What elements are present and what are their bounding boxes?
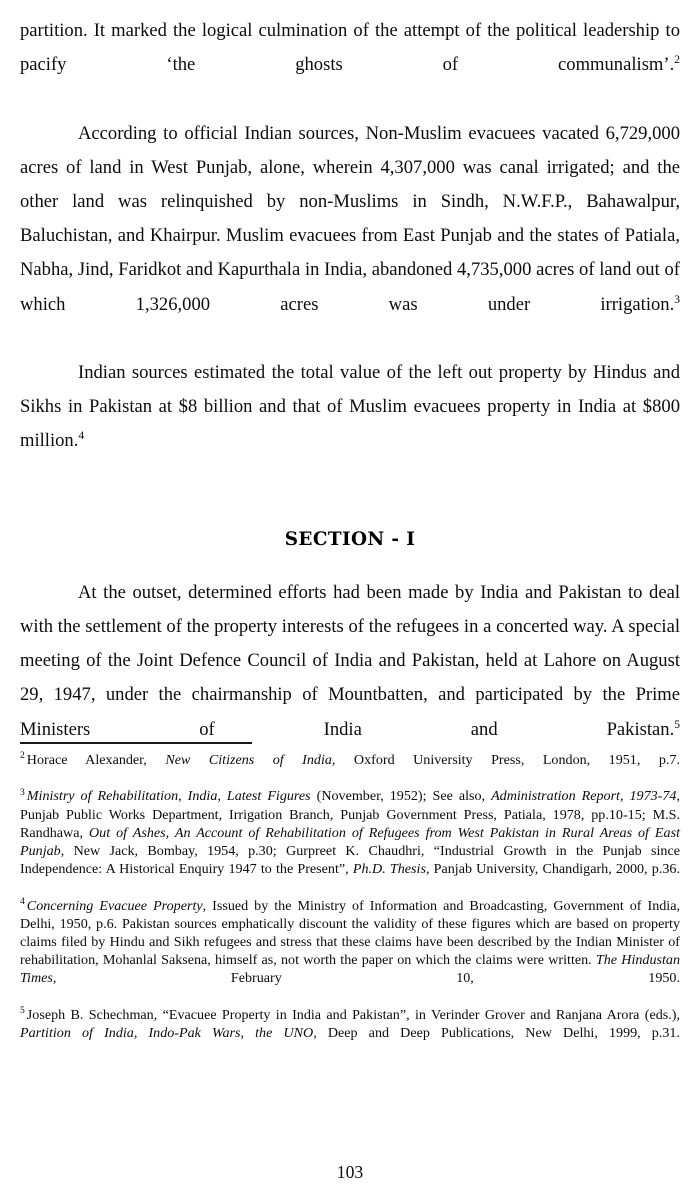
spacer-below-section-heading [20, 550, 680, 576]
page-number: 103 [336, 1162, 364, 1182]
italic-title: Administration Report, 1973-74 [491, 788, 677, 805]
text-run: , Issued by the Ministry of Information and Broadcasting, Government of India, Delhi, 1950, p.6. Pakistan sources emphatically discount the validity of these figures which are based on property claims filed by Hindu and Sikh refugees and stress that these claims have been described by the Indian Minister of rehabilitation, Mohanlal Saksena, himself as, not worth the paper on which the claims were written. [20, 897, 680, 969]
body-paragraph [20, 356, 680, 493]
footnote-separator-rule [20, 742, 252, 744]
text-run: According to official Indian sources, Non-Muslim evacuees vacated 6,729,000 acres of land in West Punjab, alone, wherein 4,307,000 was canal irrigated; and the other land was relinquished by non-Muslims in Sindh, N.W.F.P., Bahawalpur, Baluchistan, and Khairpur. Muslim evacuees from East Punjab and the states of Patiala, Nabha, Jind, Faridkot and Kapurthala in India, abandoned 4,735,000 acres of land out of which 1,326,000 acres was under irrigation. [20, 122, 680, 315]
text-run: (November, 1952); See also, [310, 788, 492, 805]
footnote-5 [20, 1006, 680, 1061]
footnote-marker-3: 3 [20, 786, 25, 798]
italic-title: The Hindustan Times [20, 952, 680, 987]
footnote-reference-4[interactable]: 4 [78, 430, 85, 443]
body-paragraph [20, 14, 680, 117]
text-run: , February 10, 1950. [52, 970, 680, 987]
text-run: , Oxford University Press, London, 1951, p.7. [331, 752, 680, 768]
footnote-reference-5[interactable]: 5 [674, 718, 680, 731]
spacer-above-section-heading [20, 493, 680, 529]
text-run: At the outset, determined efforts had been made by India and Pakistan to deal with the settlement of the property interests of the refugees in a concerted way. A special meeting of the Joint Defence Council of India and Pakistan, held at Lahore on August 29, 1947, under the chairmanship of Mountbatten, and participated by the Prime Ministers of India and Pakistan. [20, 581, 680, 740]
body-paragraphs-top [20, 14, 680, 493]
body-paragraph [20, 117, 680, 356]
text-run: , Panjab University, Chandigarh, 2000, p.36. [425, 861, 680, 878]
text-run: partition. It marked the logical culmination of the attempt of the political leadership to pacify ‘the ghosts of communalism’. [20, 20, 680, 76]
italic-title: Ph.D. Thesis [352, 861, 426, 878]
footnote-list [20, 751, 680, 1060]
text-run: Horace Alexander, [26, 752, 166, 768]
text-run: , Punjab Public Works Department, Irrigation Branch, Punjab Government Press, Patiala, 1978, pp.10-15; M.S. Randhawa, [20, 788, 680, 841]
body-text-block [20, 14, 680, 781]
footnote-reference-2[interactable]: 2 [674, 54, 680, 67]
footnote-4 [20, 897, 680, 1006]
text-run: , New Jack, Bombay, 1954, p.30; Gurpreet K. Chaudhri, “Industrial Growth in the Punjab since Independence: A Historical Enquiry 1947 to the Present”, [20, 843, 680, 878]
footnote-2 [20, 751, 680, 787]
italic-title: Partition of India, Indo-Pak Wars, the UNO [20, 1025, 314, 1042]
footnote-3 [20, 787, 680, 896]
text-run: , Deep and Deep Publications, New Delhi, 1999, p.31. [313, 1025, 680, 1042]
italic-title: Ministry of Rehabilitation, India, Latest Figures [26, 788, 311, 805]
footnote-reference-3[interactable]: 3 [674, 293, 680, 306]
footnote-marker-4: 4 [20, 895, 25, 907]
text-run: Indian sources estimated the total value of the left out property by Hindus and Sikhs in Pakistan at $8 billion and that of Muslim evacuees property in India at $800 million. [20, 362, 680, 452]
italic-title: Out of Ashes, An Account of Rehabilitation of Refugees from West Pakistan in Rural Areas of East Punjab [20, 824, 680, 860]
italic-title: New Citizens of India [165, 752, 332, 768]
text-run: Joseph B. Schechman, “Evacuee Property in India and Pakistan”, in Verinder Grover and Ranjana Arora (eds.), [26, 1006, 680, 1023]
footnote-area [20, 742, 680, 1060]
italic-title: Concerning Evacuee Property [26, 897, 203, 914]
footnote-marker-2: 2 [20, 750, 25, 762]
footnote-marker-5: 5 [20, 1005, 25, 1017]
section-heading: SECTION - I [284, 528, 416, 550]
